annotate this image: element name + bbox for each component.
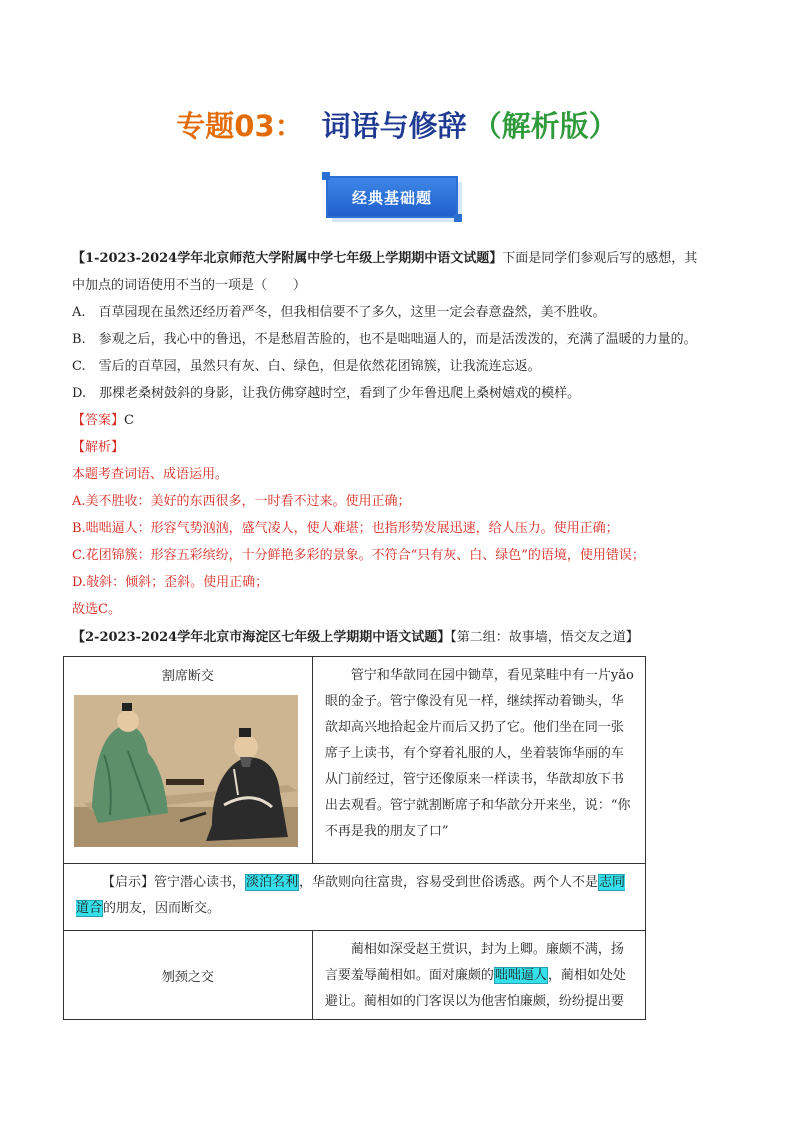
highlight-term: 咄咄逼人 [494,968,547,983]
highlight-term: 志同道合 [76,875,626,916]
q1-option-d: D. 那棵老桑树鼓斜的身影，让我仿佛穿越时空，看到了少年鲁迅爬上桑树嬉戏的模样。 [72,386,581,401]
badge-label: 经典基础题 [351,188,432,207]
story-row [64,657,646,864]
painting-image [74,695,298,847]
q1-option-c: C. 雪后的百草园，虽然只有灰、白、绿色，但是依然花团锦簇，让我流连忘返。 [72,359,541,374]
story-left-cell [64,931,313,1020]
q1-option-a: A. 百草园现在虽然还经历着严冬，但我相信要不了多久，这里一定会春意盎然，美不胜收。 [72,305,606,320]
badge-corner-br [454,214,462,222]
q1-analysis-line: D.敧斜：倾斜；歪斜。使用正确； [72,575,269,590]
highlight-term: 淡泊名利 [246,875,299,890]
q1-stem-line1 [72,249,697,269]
badge-corner-tl [322,172,330,180]
q1-stem-tail: 下面是同学们参观后写的感想，其 [502,251,698,266]
story-left-cell [64,657,313,864]
q2-stem: 【第二组：故事墙，悟交友之道】 [450,630,639,645]
q1-answer [72,411,134,431]
enlighten-row [64,864,646,931]
story-title: 割席断交 [161,669,214,684]
q1-option-b: B. 参观之后，我心中的鲁迅，不是愁眉苦脸的，也不是咄咄逼人的，而是活泼泼的，充满了温暖的力量的。 [72,332,697,347]
story-text-a: 蔺相如深受赵王赏识，封为上卿。廉颇不满，扬言要羞辱蔺相如。面对廉颇的 [324,942,624,983]
title-topic-name: 词语与修辞 [321,109,467,143]
section-badge [326,176,464,224]
title-edition: （解析版） [472,109,618,143]
enlighten-prefix: 【启示】管宁潜心读书， [102,875,246,890]
q1-source: 【1-2023-2024学年北京师范大学附属中学七年级上学期期中语文试题】 [72,251,503,266]
story-text [313,931,645,1019]
q2-source: 【2-2023-2024学年北京市海淀区七年级上学期期中语文试题】 [72,630,451,645]
q1-analysis-label: 【解析】 [72,440,125,455]
enlighten-text [64,864,645,930]
q1-analysis-line: C.花团锦簇：形容五彩缤纷，十分鲜艳多彩的景象。不符合“只有灰、白、绿色”的语境，使用错误； [72,548,645,563]
story-text-b: ，蔺相如处处避让。蔺相如的门客误以为他害怕廉颇，纷纷提出要 [324,968,626,1009]
q1-analysis-line: 故选C。 [72,602,121,617]
page-title [0,104,794,145]
story-table [63,656,646,1020]
story-text: 管宁和华歆同在园中锄草，看见菜畦中有一片yǎo眼的金子。管宁像没有见一样，继续挥动着锄头，华歆却高兴地拾起金片而后又扔了它。他们坐在同一张席子上读书，有个穿着礼服的人，坐着装饰华丽的车从门前经过，管宁还像原来一样读书，华歆却放下书出去观看。管宁就割断席子和华歆分开来坐，说：“你不再是我的朋友了口” [324,668,634,839]
badge-box [326,176,458,218]
story-right-cell [312,657,645,864]
enlighten-cell [64,864,646,931]
story-right-cell [312,931,645,1020]
story-title: 刎颈之交 [161,969,214,985]
q1-analysis-line: A.美不胜收：美好的东西很多，一时看不过来。使用正确； [72,494,411,509]
story-row [64,931,646,1020]
enlighten-mid: ，华歆则向往富贵，容易受到世俗诱惑。两个人不是 [299,875,599,890]
answer-value: C [124,413,134,428]
title-topic-number: 专题03： [176,109,304,143]
answer-label: 【答案】 [72,413,125,428]
q1-analysis-line: B.咄咄逼人：形容气势汹汹，盛气凌人，使人难堪；也指形势发展迅速，给人压力。使用正确； [72,521,619,536]
enlighten-suffix: 的朋友，因而断交。 [103,901,221,916]
q1-analysis-line: 本题考查词语、成语运用。 [72,467,229,482]
q2-header [72,628,639,648]
q1-stem-line2: 中加点的词语使用不当的一项是（ ） [72,278,307,293]
